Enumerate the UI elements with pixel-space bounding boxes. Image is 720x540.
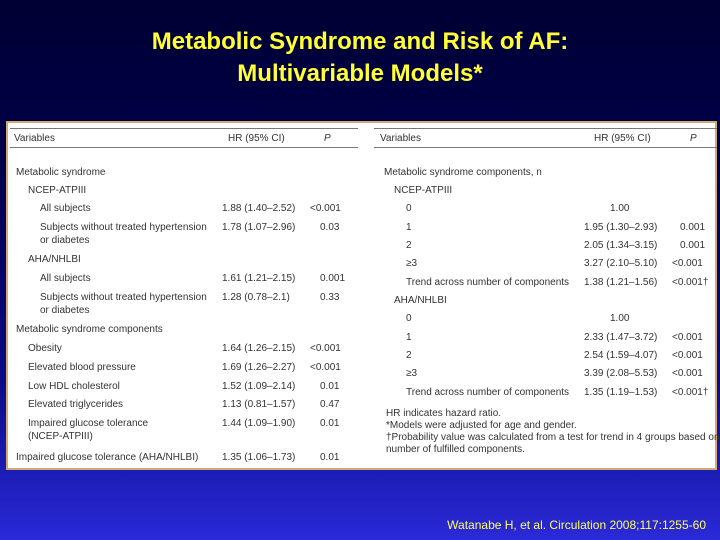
col-header-p: P [690,133,697,144]
row-hr: 1.35 (1.19–1.53) [584,387,658,398]
row-p: <0.001† [672,277,709,288]
row-hr: 1.38 (1.21–1.56) [584,277,658,288]
row-p: 0.001 [680,222,706,233]
row-hr: 1.78 (1.07–2.96) [222,222,296,233]
row-label: ≥3 [406,258,418,269]
row-hr: 1.00 [610,313,630,324]
row-p: <0.001 [672,368,703,379]
row-hr: 3.39 (2.08–5.53) [584,368,658,379]
row-label: Metabolic syndrome [16,167,106,178]
row-hr: 2.54 (1.59–4.07) [584,350,658,361]
row-hr: 1.69 (1.26–2.27) [222,362,296,373]
col-header-variables: Variables [380,133,421,144]
row-hr: 2.05 (1.34–3.15) [584,240,658,251]
row-hr: 1.00 [610,203,630,214]
row-hr: 1.64 (1.26–2.15) [222,343,296,354]
row-hr: 1.61 (1.21–2.15) [222,273,296,284]
row-label: All subjects [40,203,91,214]
row-p: 0.03 [320,222,340,233]
left-table-header [10,128,358,148]
row-hr: 1.44 (1.09–1.90) [222,418,296,429]
row-p: <0.001 [672,332,703,343]
row-label: 0 [406,203,412,214]
row-label-line2: or diabetes [40,235,90,246]
row-p: 0.47 [320,399,340,410]
col-header-hr: HR (95% CI) [228,133,285,144]
footnote: *Models were adjusted for age and gender. [386,420,577,431]
row-label: Low HDL cholesterol [28,381,120,392]
row-p: <0.001 [310,343,341,354]
row-label: Subjects without treated hypertension [40,292,207,303]
row-label-line2: (NCEP-ATPIII) [28,431,93,442]
footnote: number of fulfilled components. [386,444,525,455]
row-label: All subjects [40,273,91,284]
row-label: Trend across number of components [406,277,570,288]
row-hr: 1.13 (0.81–1.57) [222,399,296,410]
row-p: <0.001 [672,350,703,361]
col-header-variables: Variables [14,133,55,144]
row-label: 2 [406,350,412,361]
row-p: 0.33 [320,292,340,303]
row-label: NCEP-ATPIII [28,185,87,196]
col-header-hr: HR (95% CI) [594,133,651,144]
row-p: 0.01 [320,381,340,392]
row-label: Metabolic syndrome components, n [384,167,542,178]
footnote: HR indicates hazard ratio. [386,408,502,419]
row-label: Obesity [28,343,62,354]
right-table-header [374,128,717,148]
row-label: Elevated triglycerides [28,399,124,410]
row-hr: 1.28 (0.78–2.1) [222,292,290,303]
row-label: Impaired glucose tolerance (AHA/NHLBI) [16,452,199,463]
row-hr: 1.52 (1.09–2.14) [222,381,296,392]
row-label: Impaired glucose tolerance [28,418,149,429]
row-hr: 1.95 (1.30–2.93) [584,222,658,233]
row-label: Metabolic syndrome components [16,324,163,335]
row-label: AHA/NHLBI [28,254,81,265]
row-label: NCEP-ATPIII [394,185,453,196]
row-p: <0.001† [672,387,709,398]
row-p: 0.01 [320,452,340,463]
row-label: ≥3 [406,368,418,379]
row-p: <0.001 [310,203,341,214]
row-hr: 2.33 (1.47–3.72) [584,332,658,343]
row-label: Trend across number of components [406,387,570,398]
title-line-1: Metabolic Syndrome and Risk of AF: [151,28,569,55]
row-hr: 1.35 (1.06–1.73) [222,452,296,463]
row-p: <0.001 [310,362,341,373]
slide-title [0,26,720,90]
row-label: 2 [406,240,412,251]
row-label-line2: or diabetes [40,305,90,316]
row-p: <0.001 [672,258,703,269]
row-p: 0.001 [680,240,706,251]
citation: Watanabe H, et al. Circulation 2008;117:1255-60 [447,518,706,532]
row-hr: 3.27 (2.10–5.10) [584,258,658,269]
row-p: 0.001 [320,273,346,284]
title-line-2: Multivariable Models* [237,60,483,87]
row-label: 1 [406,222,412,233]
row-label: Subjects without treated hypertension [40,222,207,233]
table-panel [6,121,720,470]
row-hr: 1.88 (1.40–2.52) [222,203,296,214]
col-header-p: P [324,133,331,144]
row-label: 0 [406,313,412,324]
row-label: Elevated blood pressure [28,362,136,373]
row-label: 1 [406,332,412,343]
row-label: AHA/NHLBI [394,295,447,306]
row-p: 0.01 [320,418,340,429]
footnote: †Probability value was calculated from a test for trend in 4 groups based on [386,432,720,443]
